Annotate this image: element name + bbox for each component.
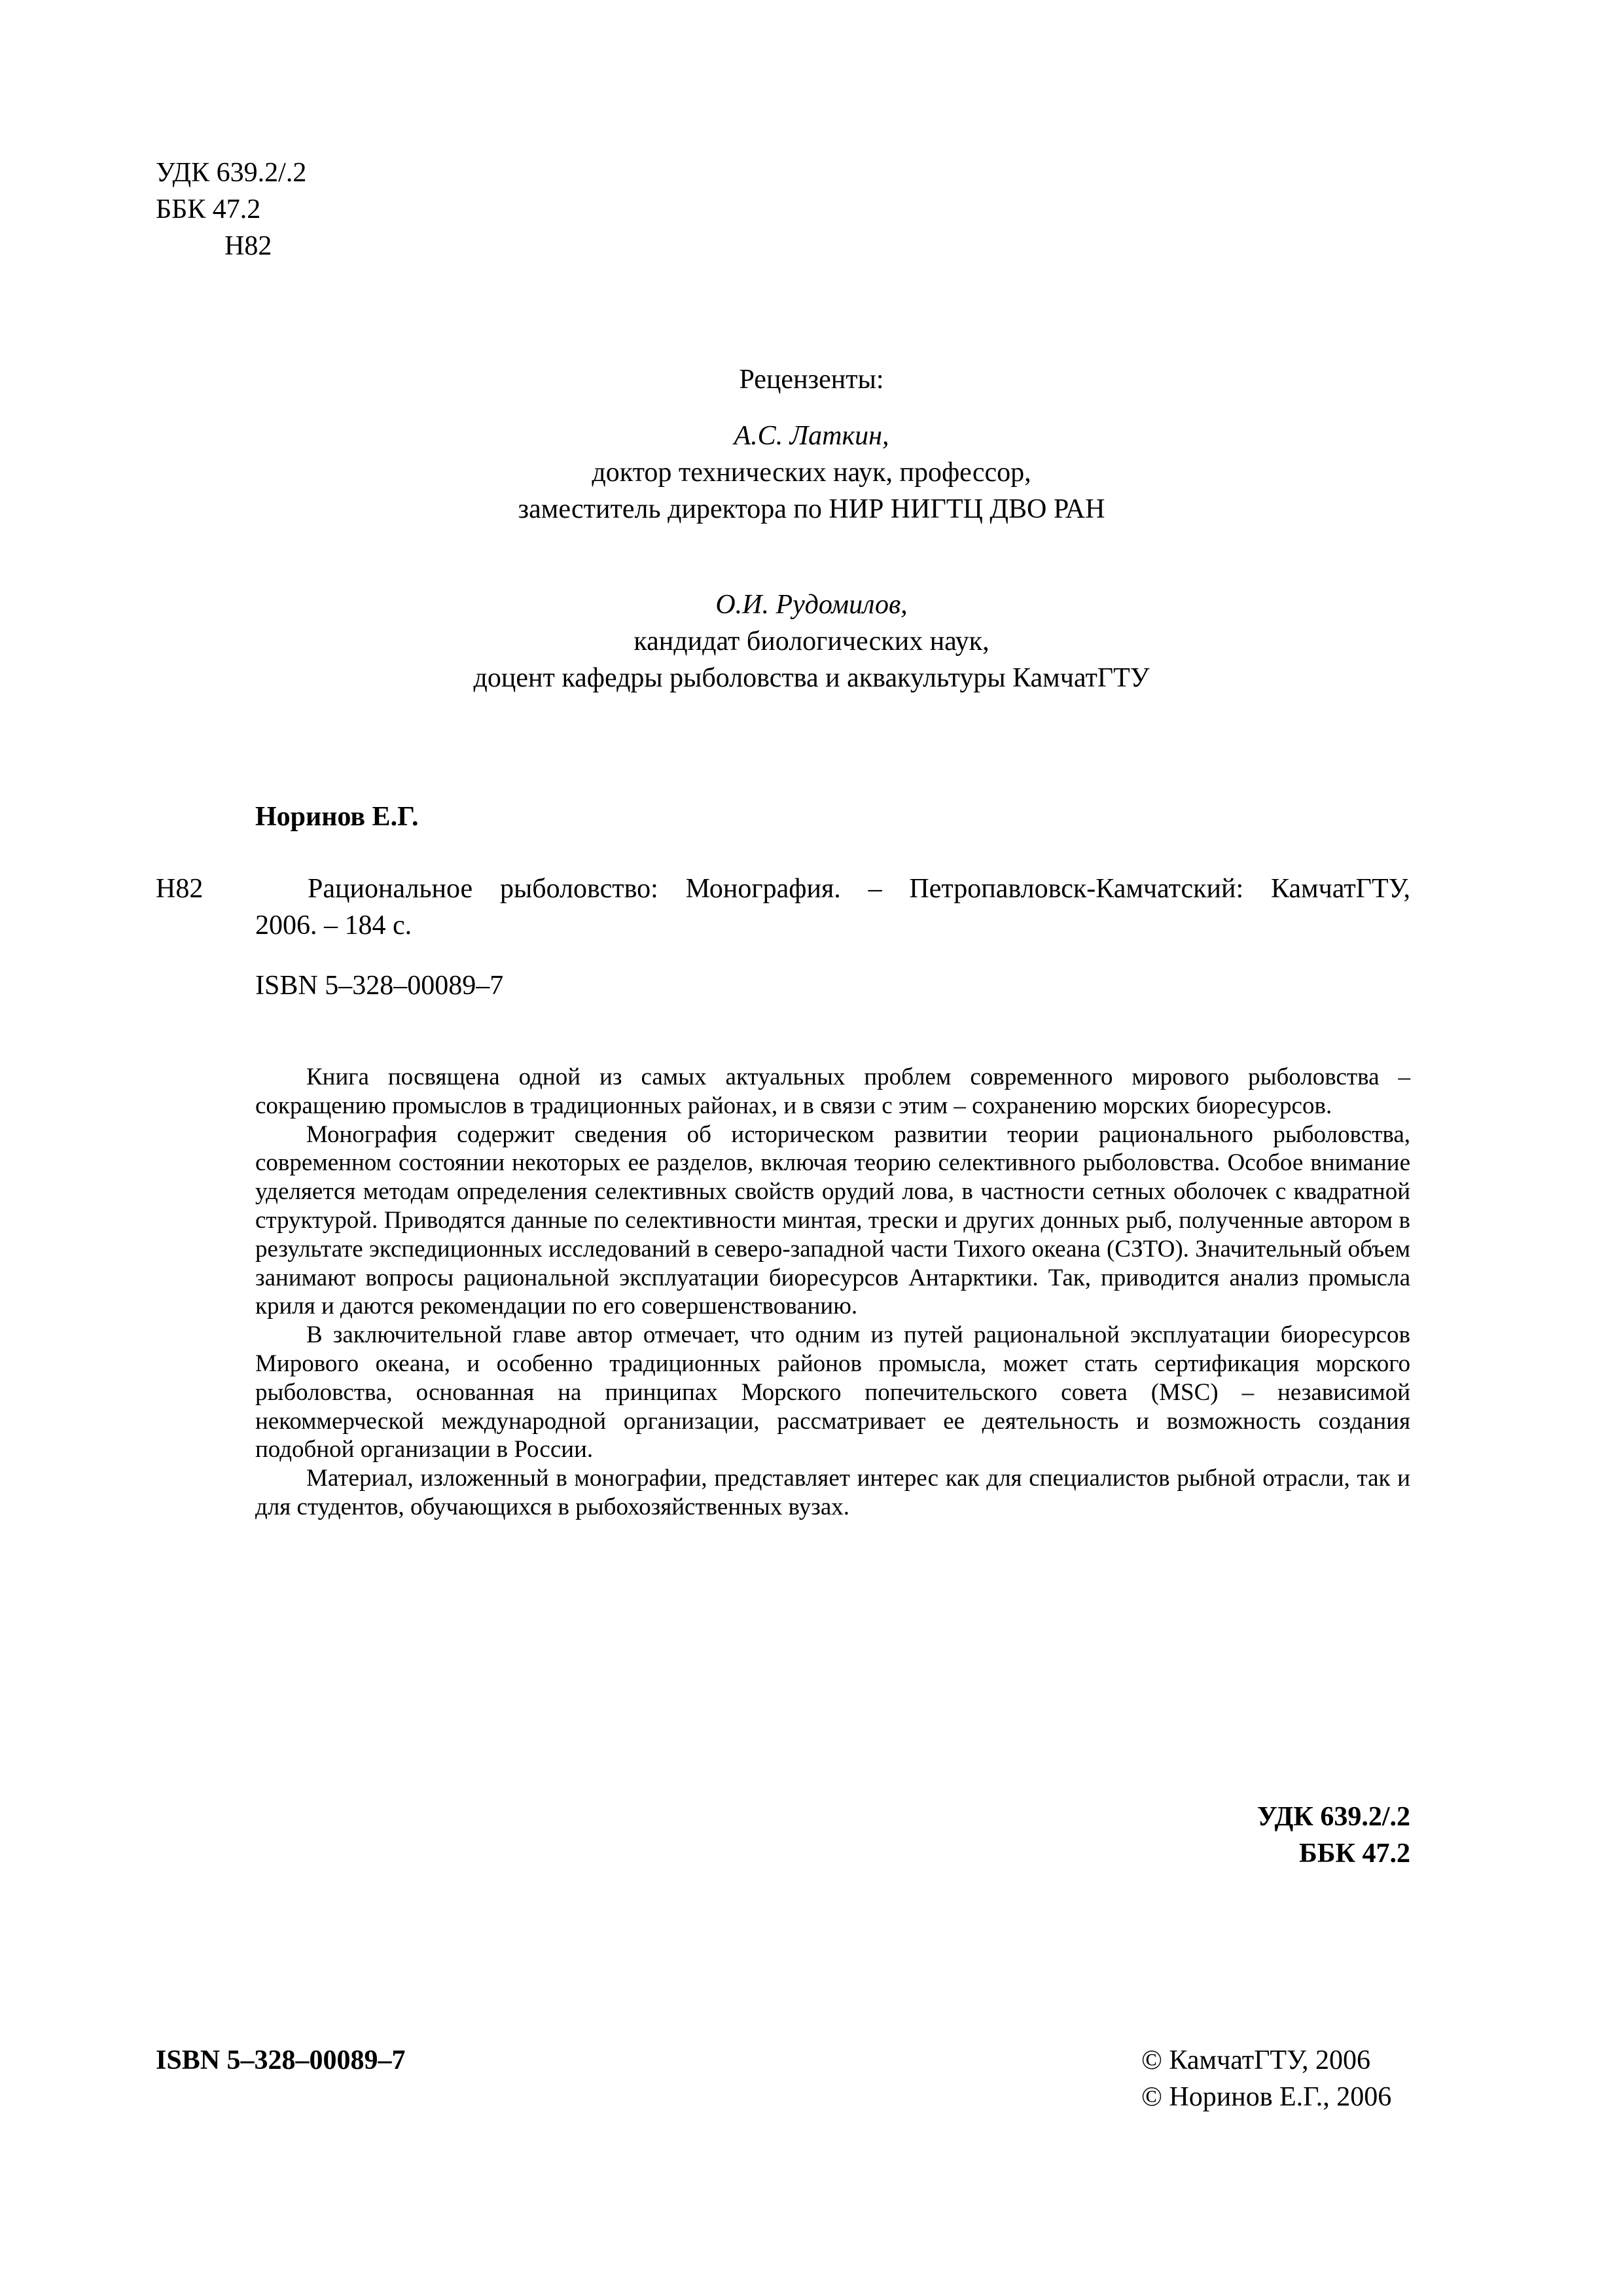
abstract-paragraph: Книга посвящена одной из самых актуальных проблем современного мирового рыболовства – сокращению промыслов в традиционных районах, и в связи с этим – сохранению морских биоресурсов. — [255, 1064, 1410, 1119]
reviewer-position: заместитель директора по НИР НИГТЦ ДВО РАН — [518, 494, 1105, 524]
catalog-author: Норинов Е.Г. — [255, 802, 419, 832]
udk-index: УДК 639.2/.2 — [156, 158, 307, 188]
abstract-paragraph: Материал, изложенный в монографии, представляет интерес как для специалистов рыбной отрасли, так и для студентов, обучающихся в рыбохозяйственных вузах. — [255, 1465, 1410, 1520]
copyright-publisher: © КамчатГТУ, 2006 — [1141, 2045, 1370, 2075]
classification-footer — [1257, 1799, 1410, 1872]
abstract-paragraph: Монография содержит сведения об историческом развитии теории рационального рыболовства, современном состоянии некоторых ее разделов, включая теорию селективного рыболовства. Особое внимание уделяется методам определения селективных свойств орудий лова, в частности сетных оболочек с квадратной структурой. Приводятся данные по селективности минтая, трески и других донных рыб, полученные автором в результате экспедиционных исследований в северо-западной части Тихого океана (СЗТО). Значительный объем занимают вопросы рациональной эксплуатации биоресурсов Антарктики. Так, приводится анализ промысла криля и даются рекомендации по его совершенствованию. — [255, 1121, 1410, 1320]
bibliographic-line-2: 2006. – 184 с. — [255, 910, 412, 941]
reviewer-position: доцент кафедры рыболовства и аквакультуры КамчатГТУ — [473, 663, 1150, 693]
bibliographic-description — [255, 870, 1410, 944]
copyright-author: © Норинов Е.Г., 2006 — [1141, 2082, 1392, 2112]
reviewer-name: А.С. Латкин, — [734, 421, 889, 451]
udk-index-footer: УДК 639.2/.2 — [1257, 1802, 1410, 1832]
catalog-code: Н82 — [156, 874, 204, 904]
abstract-paragraph: В заключительной главе автор отмечает, что одним из путей рациональной эксплуатации биоресурсов Мирового океана, и особенно традиционных районов промысла, может стать сертификация морского рыболовства, основанная на принципах Морского попечительского совета (MSC) – независимой некоммерческой международной организации, рассматривает ее деятельность и возможность создания подобной организации в России. — [255, 1321, 1410, 1463]
author-mark: Н82 — [224, 231, 272, 261]
bibliographic-line-1: Рациональное рыболовство: Монография. – Петропавловск-Камчатский: КамчатГТУ, — [308, 874, 1410, 904]
copyright-block — [1141, 2042, 1391, 2115]
reviewers-heading: Рецензенты: — [739, 365, 884, 395]
classification-block — [156, 154, 306, 264]
reviewer-degree: кандидат биологических наук, — [633, 626, 990, 656]
bbk-index-footer: ББК 47.2 — [1299, 1839, 1410, 1869]
catalog-isbn: ISBN 5–328–00089–7 — [255, 971, 504, 1001]
reviewer-name: О.И. Рудомилов, — [715, 590, 908, 620]
reviewer-2 — [0, 586, 1623, 696]
reviewer-degree: доктор технических наук, профессор, — [592, 457, 1031, 488]
isbn-footer: ISBN 5–328–00089–7 — [156, 2045, 406, 2075]
reviewer-1 — [0, 418, 1623, 528]
abstract — [255, 1063, 1410, 1522]
bbk-index: ББК 47.2 — [156, 194, 261, 224]
